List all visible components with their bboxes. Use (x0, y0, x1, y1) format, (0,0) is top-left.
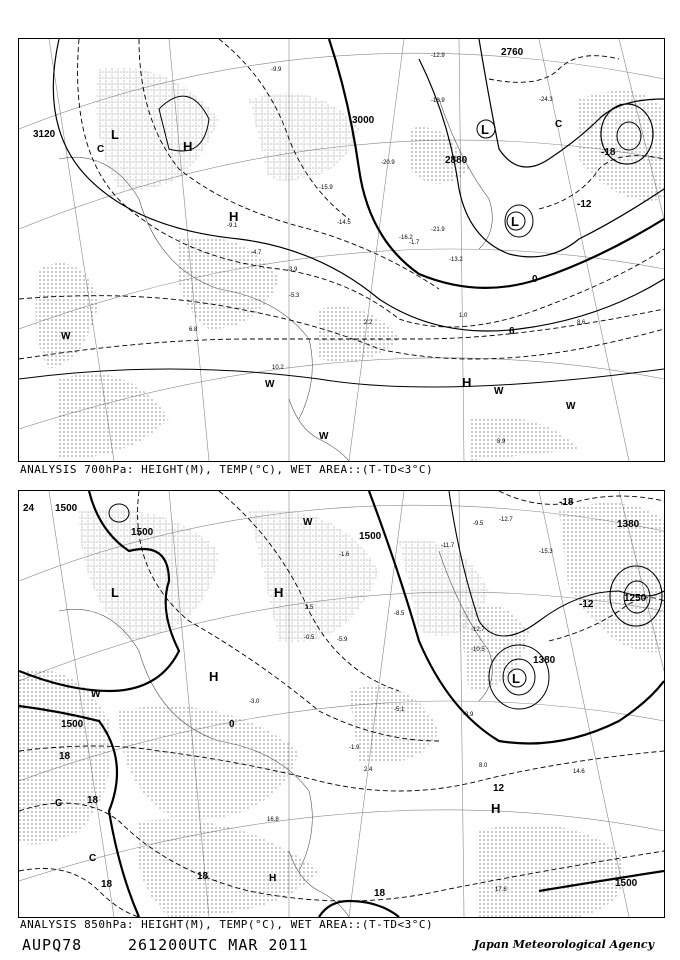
label-temp-12: 12 (493, 783, 505, 794)
label-3120: 3120 (33, 129, 56, 140)
low-center: L (111, 127, 119, 142)
label-temp-18: 18 (197, 871, 209, 882)
station-value: -16.2 (399, 235, 413, 241)
station-value: -12.7 (499, 517, 513, 523)
cold-center: C (55, 798, 63, 809)
station-value: 8.0 (479, 763, 488, 769)
valid-time: 261200UTC MAR 2011 (128, 936, 309, 954)
high-center: H (229, 209, 239, 224)
low-center: L (511, 214, 519, 229)
station-value: -20.9 (381, 160, 395, 166)
high-center: H (274, 585, 284, 600)
station-value: -3.0 (249, 699, 260, 705)
warm-center: W (265, 379, 275, 390)
station-value: -1.9 (349, 745, 360, 751)
station-value: 6.8 (189, 327, 198, 333)
station-value: -3.9 (287, 267, 298, 273)
warm-center: W (494, 386, 504, 397)
agency-name: Japan Meteorological Agency (473, 938, 654, 951)
station-value: 2.4 (364, 767, 373, 773)
high-center: H (183, 139, 193, 154)
low-center: L (111, 585, 119, 600)
station-value: -10.5 (471, 647, 485, 653)
label-temp-minus12: -12 (579, 599, 594, 610)
label-1500: 1500 (615, 878, 638, 889)
station-value: -8.5 (394, 611, 405, 617)
label-1500: 1500 (131, 527, 154, 538)
low-center: L (512, 671, 520, 686)
station-value: 2.5 (305, 605, 314, 611)
station-value: 8.9 (497, 439, 506, 445)
chart-850hpa (18, 490, 665, 918)
low-center: L (481, 122, 489, 137)
high-center: H (462, 375, 472, 390)
cold-center: C (555, 119, 563, 130)
station-value: -1.7 (409, 240, 420, 246)
high-center: H (269, 873, 277, 884)
label-temp-minus18: -18 (601, 147, 616, 158)
label-2880: 2880 (445, 155, 468, 166)
station-value: -1.6 (339, 552, 350, 558)
label-temp-18: 18 (101, 879, 113, 890)
label-1500: 1500 (359, 531, 382, 542)
label-1500: 1500 (61, 719, 84, 730)
station-value: -0.5 (304, 635, 315, 641)
warm-center: W (319, 431, 329, 442)
station-value: 10.2 (272, 365, 284, 371)
station-value: -15.9 (319, 185, 333, 191)
station-value: -21.9 (431, 227, 445, 233)
station-value: 2.2 (364, 320, 373, 326)
label-temp-0: 0 (532, 274, 538, 285)
station-value: 1.0 (459, 313, 468, 319)
station-value: -13.2 (449, 257, 463, 263)
station-value: -24.3 (539, 97, 553, 103)
warm-center: W (61, 331, 71, 342)
station-value: 8.6 (577, 320, 586, 326)
station-value: 16.8 (267, 817, 279, 823)
cold-center: C (97, 144, 105, 155)
cold-center: C (89, 853, 97, 864)
label-temp-18: 18 (59, 751, 71, 762)
station-value: -3.9 (463, 712, 474, 718)
label-1250: 1250 (624, 593, 647, 604)
warm-center: W (566, 401, 576, 412)
label-temp-0: 0 (229, 719, 235, 730)
label-temp-18: 18 (87, 795, 99, 806)
map-700hpa (19, 39, 664, 461)
label-1380: 1380 (533, 655, 556, 666)
label-1500: 1500 (55, 503, 78, 514)
label-2760: 2760 (501, 47, 524, 58)
caption-850hpa: ANALYSIS 850hPa: HEIGHT(M), TEMP(°C), WET AREA::(T-TD<3°C) (20, 918, 434, 931)
product-id: AUPQ78 (22, 936, 83, 954)
station-value: 17.8 (495, 887, 507, 893)
station-value: -5.3 (289, 293, 300, 299)
high-center: H (491, 801, 501, 816)
label-3000: 3000 (352, 115, 375, 126)
station-value: -18.9 (431, 98, 445, 104)
label-1380: 1380 (617, 519, 640, 530)
station-value: -14.5 (337, 220, 351, 226)
label-temp-24: 24 (23, 503, 35, 514)
chart-700hpa (18, 38, 665, 462)
station-value: -4.7 (251, 250, 262, 256)
station-value: -5.9 (337, 637, 348, 643)
caption-700hpa: ANALYSIS 700hPa: HEIGHT(M), TEMP(°C), WET AREA::(T-TD<3°C) (20, 463, 434, 476)
warm-center: W (303, 517, 313, 528)
station-value: -5.1 (394, 707, 405, 713)
hatched-areas (97, 68, 360, 191)
station-value: -12.7 (471, 627, 485, 633)
station-value: -11.7 (441, 543, 455, 549)
station-value: -12.9 (431, 53, 445, 59)
label-temp-minus18: -18 (559, 497, 574, 508)
station-value: -9.9 (271, 67, 282, 73)
map-850hpa (19, 491, 664, 917)
label-temp-minus12: -12 (577, 199, 592, 210)
label-temp-6: 6 (509, 326, 515, 337)
high-center: H (209, 669, 219, 684)
station-value: 14.6 (573, 769, 585, 775)
station-value: -9.5 (473, 521, 484, 527)
station-value: -9.1 (227, 223, 238, 229)
station-value: -15.3 (539, 549, 553, 555)
warm-center: W (91, 689, 101, 700)
label-temp-18: 18 (374, 888, 386, 899)
